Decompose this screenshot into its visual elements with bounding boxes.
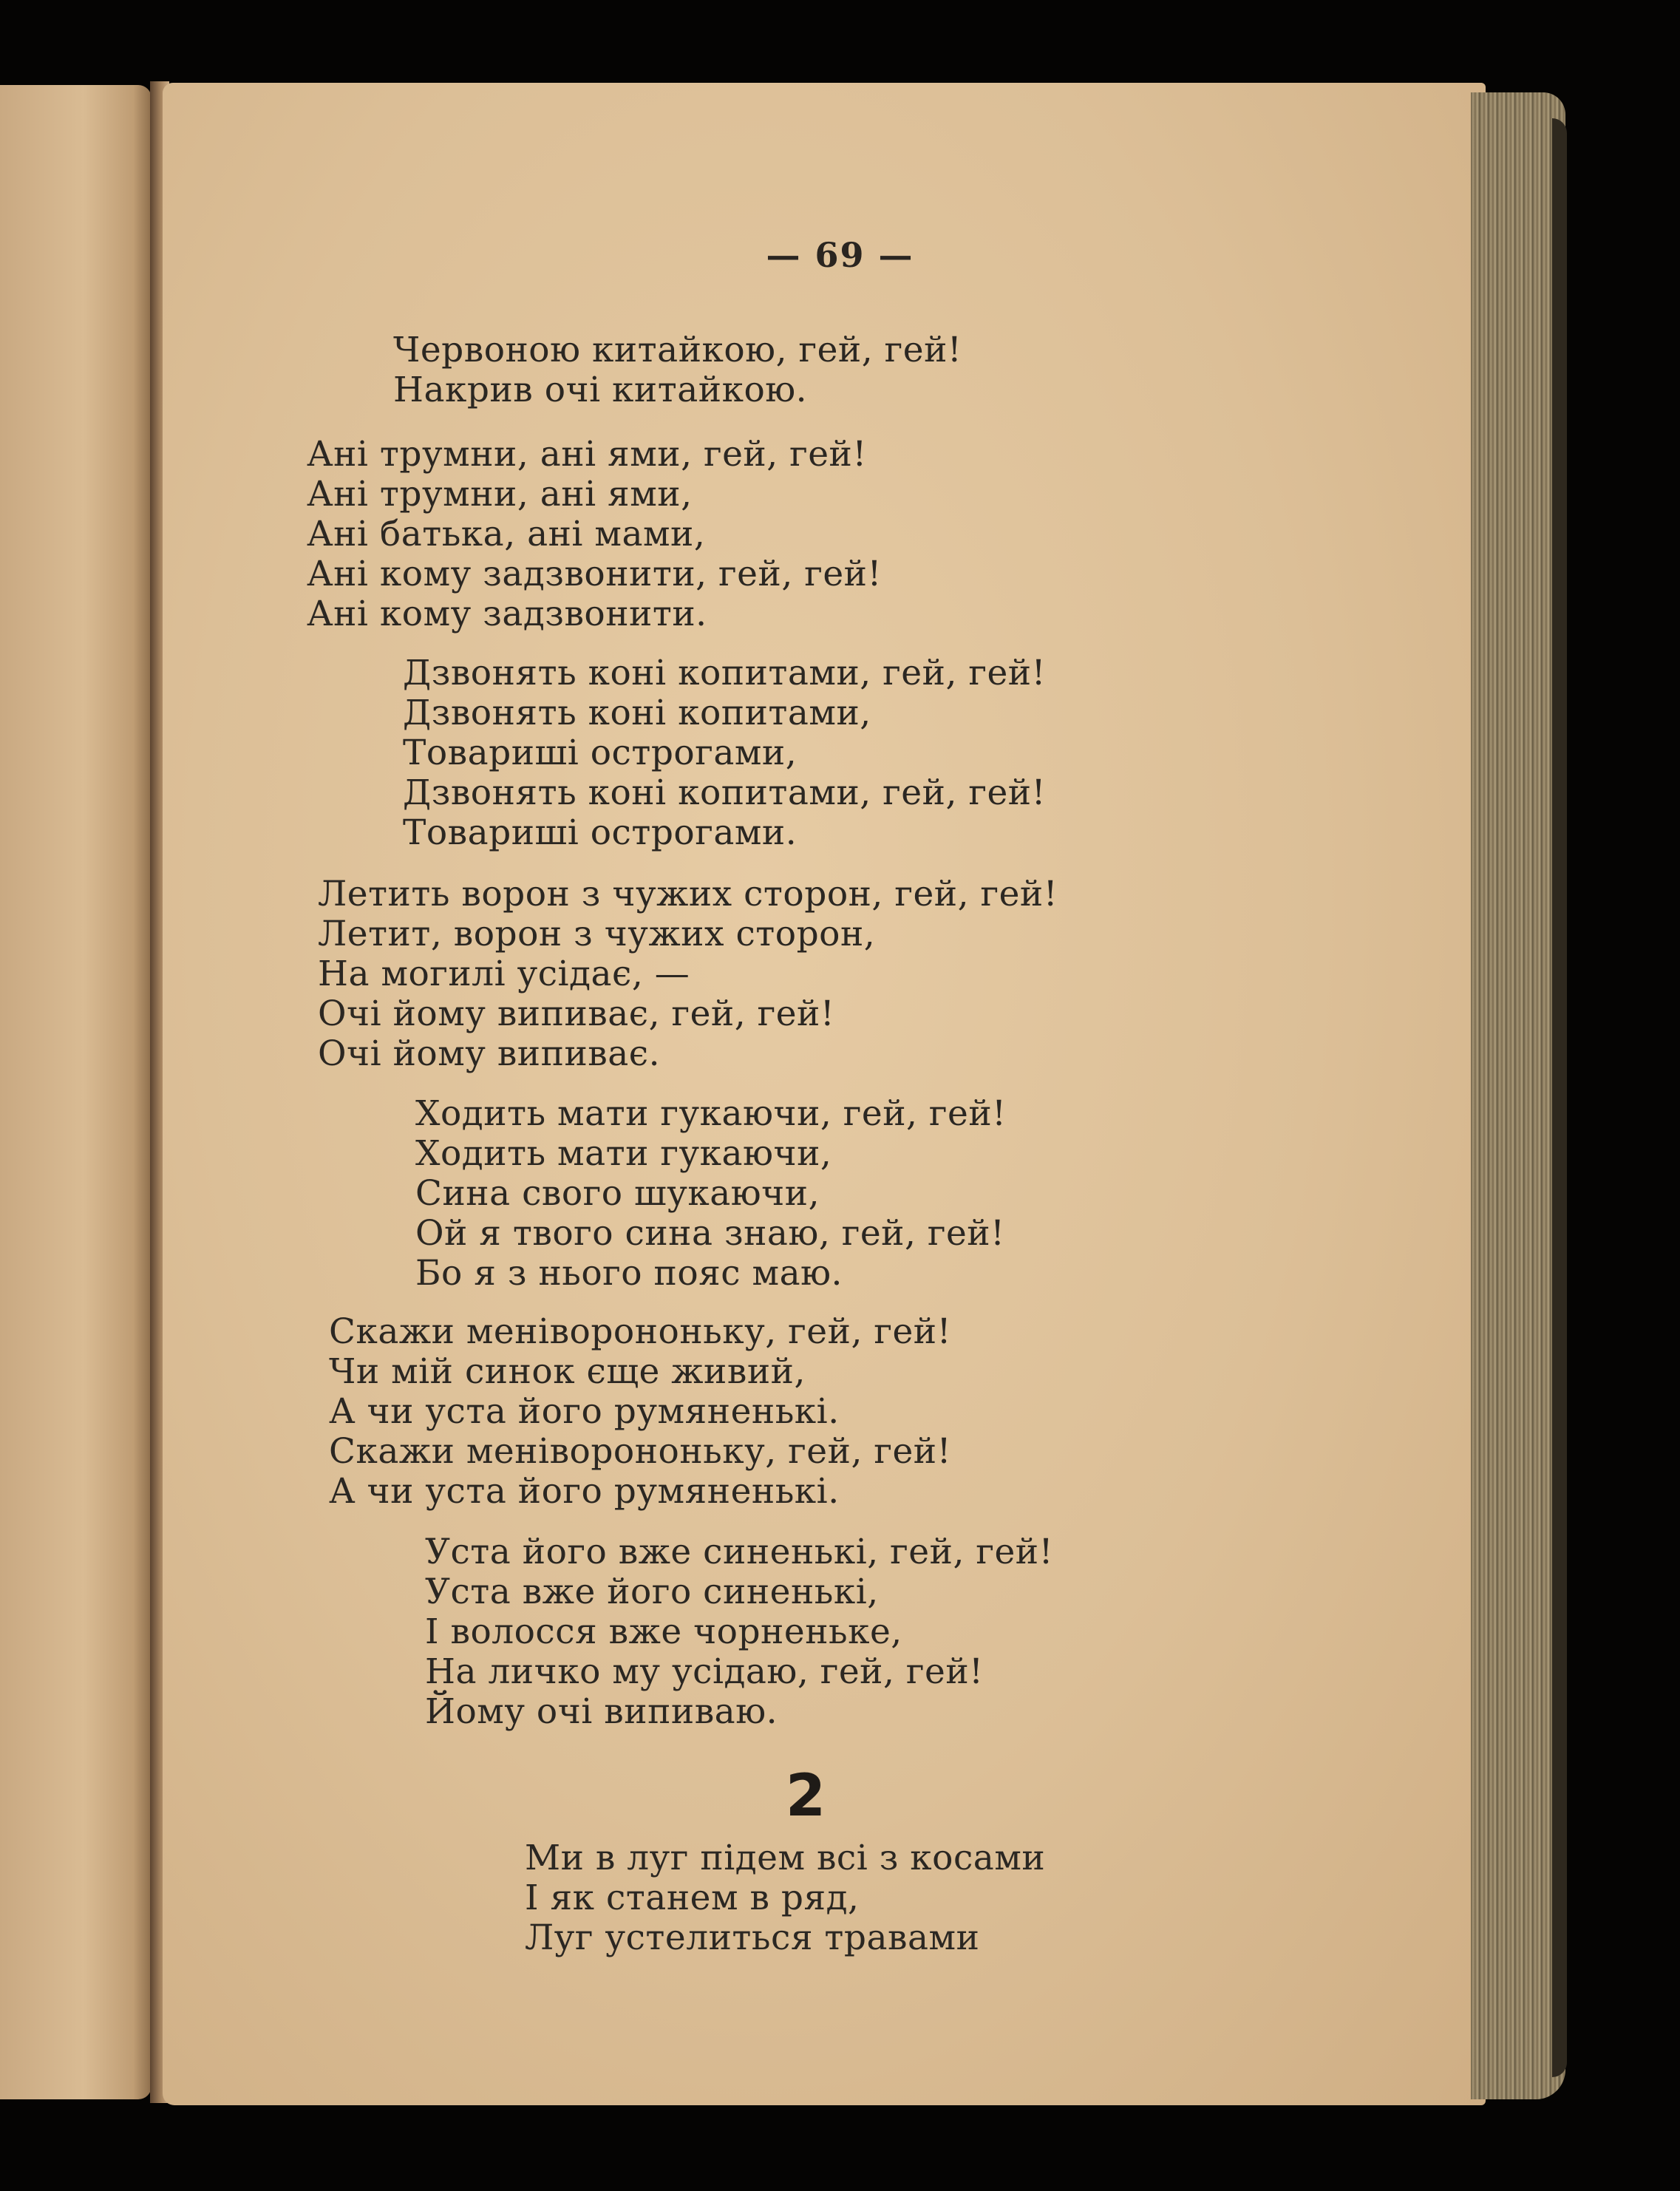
stanza-5 xyxy=(415,1094,1007,1294)
verse-line: Уста його вже синенькі, гей, гей! xyxy=(425,1532,1053,1572)
verse-line: Очі йому випиває, гей, гей! xyxy=(318,993,835,1034)
verse-line: Ходить мати гукаючи, xyxy=(415,1133,832,1174)
verse-line: Ані кому задзвонити. xyxy=(307,594,707,634)
verse-line: Товариші острогами. xyxy=(403,812,798,853)
stanza-1 xyxy=(393,330,962,410)
verse-line: Уста вже його синенькі, xyxy=(425,1572,879,1612)
verse-line: І волосся вже чорненьке, xyxy=(425,1611,902,1652)
verse-line: Дзвонять коні копитами, xyxy=(403,693,871,733)
verse-line: На могилі усідає, — xyxy=(318,954,690,994)
verse-line: Йому очі випиваю. xyxy=(425,1691,778,1732)
stanza-6 xyxy=(329,1312,951,1512)
stanza-4 xyxy=(318,874,1058,1074)
verse-line: На личко му усідаю, гей, гей! xyxy=(425,1651,984,1692)
verse-line: Ані трумни, ані ями, гей, гей! xyxy=(307,434,867,475)
verse-line: Ані кому задзвонити, гей, гей! xyxy=(307,554,882,594)
verse-line: Ані батька, ані мами, xyxy=(307,514,706,554)
verse-line: Ой я твого сина знаю, гей, гей! xyxy=(415,1213,1005,1254)
verse-line: Дзвонять коні копитами, гей, гей! xyxy=(403,653,1046,693)
section-number: 2 xyxy=(785,1763,826,1830)
stanza-2 xyxy=(307,435,882,634)
page-number: — 69 — xyxy=(766,235,914,275)
verse-line: Чи мій синок єще живий, xyxy=(329,1351,806,1392)
verse-line: Ходить мати гукаючи, гей, гей! xyxy=(415,1093,1007,1134)
verse-line: А чи уста його румяненькі. xyxy=(329,1471,840,1512)
verse-line: Летит, ворон з чужих сторон, xyxy=(318,914,876,954)
verse-line: Бо я з нього пояс маю. xyxy=(415,1253,843,1294)
verse-line: Скажи меніворононьку, гей, гей! xyxy=(329,1311,951,1352)
verse-line: Летить ворон з чужих сторон, гей, гей! xyxy=(318,874,1058,914)
stanza-7 xyxy=(425,1532,1053,1732)
verse-line: Очі йому випиває. xyxy=(318,1033,661,1074)
verse-line: Скажи меніворононьку, гей, гей! xyxy=(329,1431,951,1472)
verse-line: Ані трумни, ані ями, xyxy=(307,474,693,514)
verse-line: Червоною китайкою, гей, гей! xyxy=(393,330,962,370)
verse-line: Луг устелиться травами xyxy=(525,1917,980,1958)
verse-line: Товариші острогами, xyxy=(403,733,798,773)
section-stanza xyxy=(525,1838,1045,1958)
verse-line: Ми в луг підем всі з косами xyxy=(525,1838,1046,1878)
verse-line: Накрив очі китайкою. xyxy=(393,370,808,410)
verse-line: Дзвонять коні копитами, гей, гей! xyxy=(403,772,1046,813)
verse-line: А чи уста його румяненькі. xyxy=(329,1391,840,1432)
stanza-3 xyxy=(403,653,1046,853)
verse-line: Сина свого шукаючи, xyxy=(415,1173,820,1214)
verse-line: І як станем в ряд, xyxy=(525,1878,860,1918)
